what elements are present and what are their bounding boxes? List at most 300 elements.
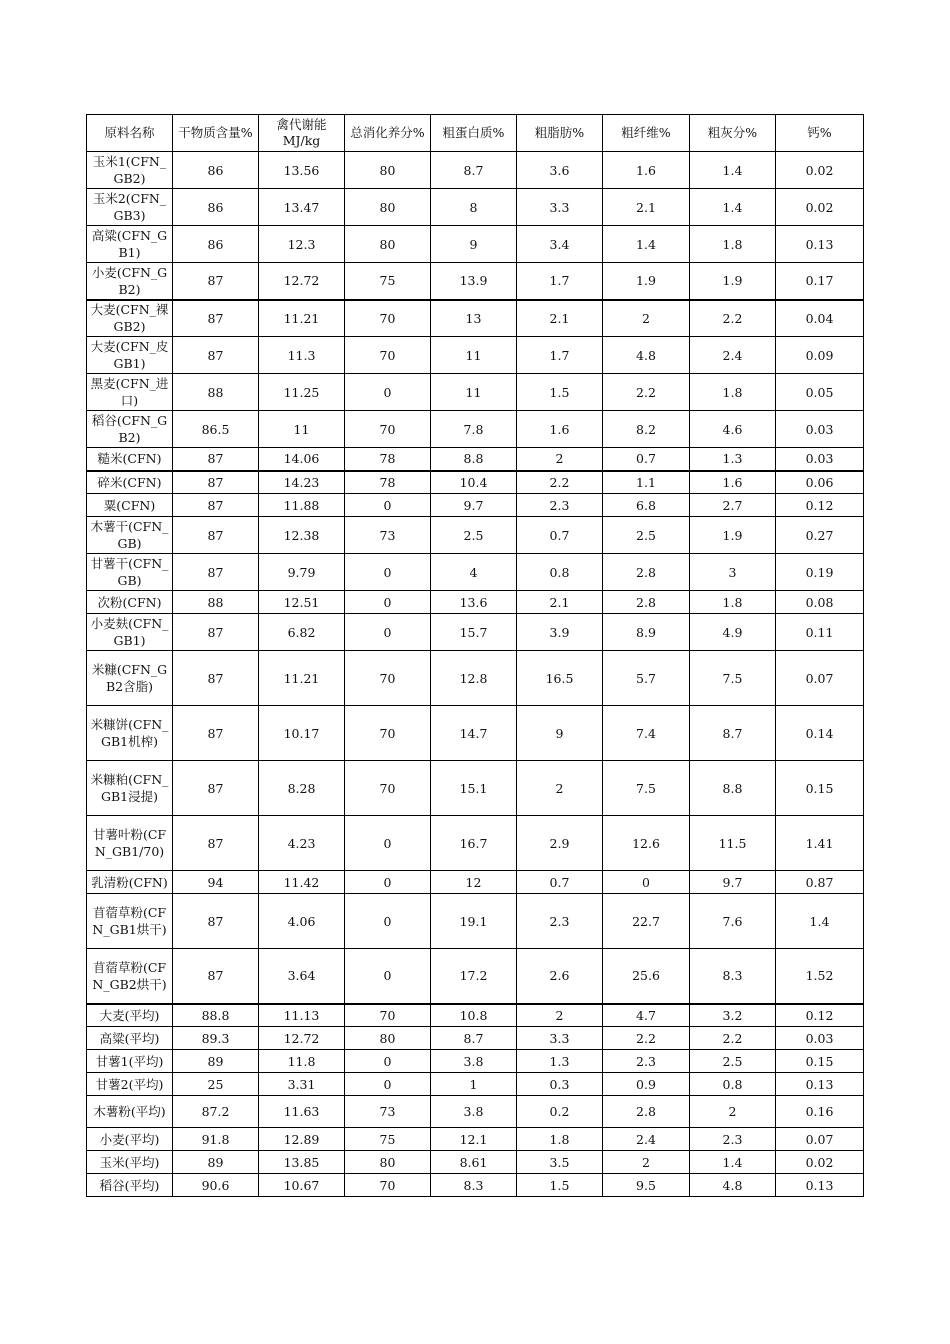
header-dry-matter: 干物质含量% bbox=[173, 115, 259, 152]
cell-dry-matter: 86 bbox=[173, 189, 259, 226]
cell-tdn: 0 bbox=[345, 374, 431, 411]
cell-crude-fiber: 2 bbox=[603, 300, 690, 337]
cell-dry-matter: 90.6 bbox=[173, 1174, 259, 1197]
cell-calcium: 0.03 bbox=[776, 411, 864, 448]
cell-tdn: 73 bbox=[345, 517, 431, 554]
cell-dry-matter: 87 bbox=[173, 471, 259, 494]
cell-poultry-me: 4.06 bbox=[259, 894, 345, 949]
cell-crude-fat: 1.3 bbox=[517, 1050, 603, 1073]
cell-tdn: 70 bbox=[345, 300, 431, 337]
cell-crude-fiber: 2.3 bbox=[603, 1050, 690, 1073]
cell-crude-protein: 17.2 bbox=[431, 949, 517, 1004]
cell-calcium: 0.06 bbox=[776, 471, 864, 494]
cell-name: 乳清粉(CFN) bbox=[87, 871, 173, 894]
cell-dry-matter: 87 bbox=[173, 517, 259, 554]
cell-tdn: 0 bbox=[345, 1050, 431, 1073]
header-name: 原料名称 bbox=[87, 115, 173, 152]
table-row bbox=[87, 189, 864, 226]
cell-crude-fat: 16.5 bbox=[517, 651, 603, 706]
cell-poultry-me: 9.79 bbox=[259, 554, 345, 591]
cell-crude-ash: 2.2 bbox=[690, 300, 776, 337]
cell-crude-protein: 4 bbox=[431, 554, 517, 591]
cell-crude-fat: 3.6 bbox=[517, 152, 603, 189]
cell-poultry-me: 11.88 bbox=[259, 494, 345, 517]
cell-tdn: 0 bbox=[345, 949, 431, 1004]
cell-crude-ash: 8.8 bbox=[690, 761, 776, 816]
cell-name: 甘薯叶粉(CFN_GB1/70) bbox=[87, 816, 173, 871]
cell-calcium: 0.13 bbox=[776, 1174, 864, 1197]
cell-crude-fiber: 2.8 bbox=[603, 1096, 690, 1128]
cell-tdn: 0 bbox=[345, 494, 431, 517]
cell-calcium: 0.09 bbox=[776, 337, 864, 374]
cell-dry-matter: 89 bbox=[173, 1151, 259, 1174]
cell-calcium: 0.07 bbox=[776, 651, 864, 706]
cell-crude-fat: 3.3 bbox=[517, 189, 603, 226]
cell-crude-ash: 1.8 bbox=[690, 374, 776, 411]
cell-crude-ash: 9.7 bbox=[690, 871, 776, 894]
cell-name: 苜蓿草粉(CFN_GB1烘干) bbox=[87, 894, 173, 949]
cell-name: 米糠粕(CFN_GB1浸提) bbox=[87, 761, 173, 816]
cell-name: 高粱(CFN_GB1) bbox=[87, 226, 173, 263]
cell-crude-fiber: 2.5 bbox=[603, 517, 690, 554]
cell-poultry-me: 12.72 bbox=[259, 263, 345, 300]
cell-name: 甘薯干(CFN_GB) bbox=[87, 554, 173, 591]
cell-calcium: 0.04 bbox=[776, 300, 864, 337]
cell-dry-matter: 87 bbox=[173, 448, 259, 471]
cell-crude-protein: 8.7 bbox=[431, 1027, 517, 1050]
cell-poultry-me: 11.63 bbox=[259, 1096, 345, 1128]
cell-dry-matter: 87 bbox=[173, 894, 259, 949]
cell-poultry-me: 11.3 bbox=[259, 337, 345, 374]
cell-name: 黑麦(CFN_进口) bbox=[87, 374, 173, 411]
cell-dry-matter: 87 bbox=[173, 706, 259, 761]
cell-tdn: 70 bbox=[345, 651, 431, 706]
cell-name: 大麦(CFN_皮GB1) bbox=[87, 337, 173, 374]
cell-crude-ash: 1.8 bbox=[690, 591, 776, 614]
cell-crude-fat: 1.5 bbox=[517, 1174, 603, 1197]
cell-crude-fiber: 1.4 bbox=[603, 226, 690, 263]
cell-poultry-me: 10.17 bbox=[259, 706, 345, 761]
cell-dry-matter: 87 bbox=[173, 337, 259, 374]
cell-poultry-me: 6.82 bbox=[259, 614, 345, 651]
cell-dry-matter: 87 bbox=[173, 651, 259, 706]
cell-poultry-me: 14.06 bbox=[259, 448, 345, 471]
cell-crude-fat: 3.4 bbox=[517, 226, 603, 263]
cell-name: 米糠(CFN_GB2含脂) bbox=[87, 651, 173, 706]
table-row bbox=[87, 1050, 864, 1073]
header-crude-protein: 粗蛋白质% bbox=[431, 115, 517, 152]
cell-name: 次粉(CFN) bbox=[87, 591, 173, 614]
cell-tdn: 0 bbox=[345, 591, 431, 614]
cell-crude-protein: 14.7 bbox=[431, 706, 517, 761]
cell-tdn: 80 bbox=[345, 1151, 431, 1174]
header-tdn: 总消化养分% bbox=[345, 115, 431, 152]
cell-crude-fat: 1.5 bbox=[517, 374, 603, 411]
cell-crude-ash: 1.6 bbox=[690, 471, 776, 494]
table-row bbox=[87, 337, 864, 374]
cell-dry-matter: 87 bbox=[173, 816, 259, 871]
cell-poultry-me: 11.13 bbox=[259, 1004, 345, 1027]
cell-poultry-me: 12.89 bbox=[259, 1128, 345, 1151]
cell-crude-fiber: 1.9 bbox=[603, 263, 690, 300]
cell-crude-ash: 7.5 bbox=[690, 651, 776, 706]
cell-crude-protein: 19.1 bbox=[431, 894, 517, 949]
cell-crude-fiber: 7.4 bbox=[603, 706, 690, 761]
cell-crude-fat: 9 bbox=[517, 706, 603, 761]
cell-name: 米糠饼(CFN_GB1机榨) bbox=[87, 706, 173, 761]
cell-crude-fiber: 0.7 bbox=[603, 448, 690, 471]
cell-calcium: 1.4 bbox=[776, 894, 864, 949]
table-row bbox=[87, 554, 864, 591]
cell-crude-fat: 0.2 bbox=[517, 1096, 603, 1128]
cell-tdn: 75 bbox=[345, 1128, 431, 1151]
cell-dry-matter: 88 bbox=[173, 374, 259, 411]
cell-crude-protein: 8.3 bbox=[431, 1174, 517, 1197]
cell-crude-fat: 0.7 bbox=[517, 871, 603, 894]
cell-calcium: 0.02 bbox=[776, 189, 864, 226]
table-row bbox=[87, 894, 864, 949]
cell-crude-protein: 11 bbox=[431, 337, 517, 374]
cell-name: 碎米(CFN) bbox=[87, 471, 173, 494]
cell-crude-fat: 0.8 bbox=[517, 554, 603, 591]
cell-crude-fat: 2.1 bbox=[517, 591, 603, 614]
cell-dry-matter: 87 bbox=[173, 494, 259, 517]
cell-tdn: 70 bbox=[345, 1004, 431, 1027]
table-row bbox=[87, 411, 864, 448]
cell-crude-ash: 0.8 bbox=[690, 1073, 776, 1096]
cell-name: 稻谷(CFN_GB2) bbox=[87, 411, 173, 448]
cell-crude-protein: 2.5 bbox=[431, 517, 517, 554]
cell-crude-fat: 1.8 bbox=[517, 1128, 603, 1151]
table-row bbox=[87, 494, 864, 517]
cell-crude-fat: 1.6 bbox=[517, 411, 603, 448]
cell-crude-fat: 2 bbox=[517, 1004, 603, 1027]
cell-poultry-me: 4.23 bbox=[259, 816, 345, 871]
cell-crude-fat: 2.9 bbox=[517, 816, 603, 871]
cell-name: 木薯干(CFN_GB) bbox=[87, 517, 173, 554]
cell-crude-fat: 3.5 bbox=[517, 1151, 603, 1174]
cell-crude-fiber: 2.4 bbox=[603, 1128, 690, 1151]
cell-crude-fat: 1.7 bbox=[517, 337, 603, 374]
cell-tdn: 0 bbox=[345, 614, 431, 651]
cell-calcium: 0.07 bbox=[776, 1128, 864, 1151]
table-row bbox=[87, 471, 864, 494]
cell-poultry-me: 10.67 bbox=[259, 1174, 345, 1197]
cell-poultry-me: 13.85 bbox=[259, 1151, 345, 1174]
cell-crude-fiber: 9.5 bbox=[603, 1174, 690, 1197]
cell-crude-fiber: 0 bbox=[603, 871, 690, 894]
cell-crude-protein: 8.8 bbox=[431, 448, 517, 471]
cell-name: 大麦(CFN_裸GB2) bbox=[87, 300, 173, 337]
cell-crude-fat: 2.3 bbox=[517, 894, 603, 949]
cell-tdn: 70 bbox=[345, 1174, 431, 1197]
cell-crude-protein: 16.7 bbox=[431, 816, 517, 871]
cell-crude-ash: 1.8 bbox=[690, 226, 776, 263]
cell-crude-protein: 12.8 bbox=[431, 651, 517, 706]
cell-crude-protein: 9 bbox=[431, 226, 517, 263]
header-crude-fiber: 粗纤维% bbox=[603, 115, 690, 152]
cell-calcium: 0.02 bbox=[776, 1151, 864, 1174]
cell-tdn: 0 bbox=[345, 894, 431, 949]
cell-crude-protein: 12 bbox=[431, 871, 517, 894]
cell-calcium: 0.11 bbox=[776, 614, 864, 651]
cell-poultry-me: 13.47 bbox=[259, 189, 345, 226]
cell-poultry-me: 13.56 bbox=[259, 152, 345, 189]
cell-crude-ash: 4.6 bbox=[690, 411, 776, 448]
cell-name: 小麦(CFN_GB2) bbox=[87, 263, 173, 300]
cell-poultry-me: 11.25 bbox=[259, 374, 345, 411]
cell-name: 小麦(平均) bbox=[87, 1128, 173, 1151]
table-row bbox=[87, 1151, 864, 1174]
cell-dry-matter: 87 bbox=[173, 949, 259, 1004]
cell-dry-matter: 86 bbox=[173, 152, 259, 189]
cell-name: 玉米(平均) bbox=[87, 1151, 173, 1174]
cell-crude-protein: 8.7 bbox=[431, 152, 517, 189]
table-row bbox=[87, 1027, 864, 1050]
cell-calcium: 0.03 bbox=[776, 448, 864, 471]
cell-crude-fiber: 1.6 bbox=[603, 152, 690, 189]
cell-tdn: 0 bbox=[345, 871, 431, 894]
cell-name: 小麦麸(CFN_GB1) bbox=[87, 614, 173, 651]
cell-name: 大麦(平均) bbox=[87, 1004, 173, 1027]
cell-dry-matter: 87.2 bbox=[173, 1096, 259, 1128]
header-crude-ash: 粗灰分% bbox=[690, 115, 776, 152]
cell-calcium: 0.14 bbox=[776, 706, 864, 761]
table-row bbox=[87, 591, 864, 614]
cell-calcium: 0.27 bbox=[776, 517, 864, 554]
cell-crude-fiber: 4.7 bbox=[603, 1004, 690, 1027]
cell-crude-ash: 7.6 bbox=[690, 894, 776, 949]
cell-poultry-me: 14.23 bbox=[259, 471, 345, 494]
cell-poultry-me: 12.38 bbox=[259, 517, 345, 554]
cell-crude-fiber: 4.8 bbox=[603, 337, 690, 374]
cell-calcium: 0.12 bbox=[776, 1004, 864, 1027]
cell-tdn: 70 bbox=[345, 411, 431, 448]
cell-dry-matter: 25 bbox=[173, 1073, 259, 1096]
cell-calcium: 0.02 bbox=[776, 152, 864, 189]
table-row bbox=[87, 761, 864, 816]
cell-name: 苜蓿草粉(CFN_GB2烘干) bbox=[87, 949, 173, 1004]
cell-crude-protein: 15.1 bbox=[431, 761, 517, 816]
cell-crude-fiber: 25.6 bbox=[603, 949, 690, 1004]
cell-poultry-me: 3.31 bbox=[259, 1073, 345, 1096]
table-row bbox=[87, 651, 864, 706]
table-row bbox=[87, 517, 864, 554]
cell-calcium: 0.08 bbox=[776, 591, 864, 614]
cell-crude-protein: 13.6 bbox=[431, 591, 517, 614]
cell-crude-ash: 3.2 bbox=[690, 1004, 776, 1027]
table-row bbox=[87, 374, 864, 411]
cell-crude-fiber: 0.9 bbox=[603, 1073, 690, 1096]
header-calcium: 钙% bbox=[776, 115, 864, 152]
cell-crude-fiber: 5.7 bbox=[603, 651, 690, 706]
cell-crude-ash: 11.5 bbox=[690, 816, 776, 871]
cell-calcium: 0.15 bbox=[776, 761, 864, 816]
cell-crude-protein: 13 bbox=[431, 300, 517, 337]
cell-crude-ash: 2 bbox=[690, 1096, 776, 1128]
table-row bbox=[87, 1128, 864, 1151]
cell-crude-ash: 1.4 bbox=[690, 189, 776, 226]
cell-crude-ash: 3 bbox=[690, 554, 776, 591]
cell-dry-matter: 87 bbox=[173, 263, 259, 300]
cell-crude-protein: 12.1 bbox=[431, 1128, 517, 1151]
table-row bbox=[87, 871, 864, 894]
cell-poultry-me: 8.28 bbox=[259, 761, 345, 816]
cell-calcium: 0.13 bbox=[776, 1073, 864, 1096]
cell-crude-fat: 3.3 bbox=[517, 1027, 603, 1050]
cell-tdn: 80 bbox=[345, 189, 431, 226]
cell-crude-fiber: 8.2 bbox=[603, 411, 690, 448]
cell-dry-matter: 87 bbox=[173, 761, 259, 816]
table-row bbox=[87, 706, 864, 761]
cell-crude-fat: 2.2 bbox=[517, 471, 603, 494]
cell-crude-protein: 15.7 bbox=[431, 614, 517, 651]
table-row bbox=[87, 152, 864, 189]
cell-tdn: 80 bbox=[345, 1027, 431, 1050]
cell-calcium: 0.13 bbox=[776, 226, 864, 263]
cell-crude-ash: 1.4 bbox=[690, 152, 776, 189]
cell-calcium: 0.12 bbox=[776, 494, 864, 517]
cell-crude-ash: 2.2 bbox=[690, 1027, 776, 1050]
cell-tdn: 70 bbox=[345, 706, 431, 761]
cell-crude-fiber: 12.6 bbox=[603, 816, 690, 871]
cell-crude-fiber: 2.2 bbox=[603, 1027, 690, 1050]
cell-crude-fat: 3.9 bbox=[517, 614, 603, 651]
cell-crude-ash: 8.3 bbox=[690, 949, 776, 1004]
cell-dry-matter: 87 bbox=[173, 614, 259, 651]
table-row bbox=[87, 300, 864, 337]
cell-crude-fiber: 2.2 bbox=[603, 374, 690, 411]
header-poultry-me: 禽代谢能MJ/kg bbox=[259, 115, 345, 152]
cell-crude-ash: 1.9 bbox=[690, 517, 776, 554]
cell-poultry-me: 3.64 bbox=[259, 949, 345, 1004]
cell-crude-protein: 10.8 bbox=[431, 1004, 517, 1027]
cell-name: 甘薯1(平均) bbox=[87, 1050, 173, 1073]
cell-crude-fiber: 2.1 bbox=[603, 189, 690, 226]
cell-crude-protein: 7.8 bbox=[431, 411, 517, 448]
cell-poultry-me: 11 bbox=[259, 411, 345, 448]
cell-crude-fat: 2 bbox=[517, 761, 603, 816]
cell-tdn: 70 bbox=[345, 761, 431, 816]
cell-dry-matter: 91.8 bbox=[173, 1128, 259, 1151]
cell-crude-fat: 0.7 bbox=[517, 517, 603, 554]
table-row bbox=[87, 263, 864, 300]
cell-tdn: 80 bbox=[345, 152, 431, 189]
cell-dry-matter: 88.8 bbox=[173, 1004, 259, 1027]
cell-crude-fiber: 2.8 bbox=[603, 591, 690, 614]
cell-tdn: 73 bbox=[345, 1096, 431, 1128]
cell-crude-protein: 13.9 bbox=[431, 263, 517, 300]
cell-poultry-me: 11.42 bbox=[259, 871, 345, 894]
cell-crude-fat: 0.3 bbox=[517, 1073, 603, 1096]
cell-crude-ash: 2.7 bbox=[690, 494, 776, 517]
cell-poultry-me: 11.21 bbox=[259, 651, 345, 706]
cell-name: 木薯粉(平均) bbox=[87, 1096, 173, 1128]
table-row bbox=[87, 614, 864, 651]
cell-tdn: 0 bbox=[345, 1073, 431, 1096]
data-table-container bbox=[86, 114, 864, 1197]
cell-crude-fat: 2.3 bbox=[517, 494, 603, 517]
header-row bbox=[87, 115, 864, 152]
cell-crude-fiber: 22.7 bbox=[603, 894, 690, 949]
cell-crude-ash: 2.5 bbox=[690, 1050, 776, 1073]
cell-dry-matter: 87 bbox=[173, 300, 259, 337]
cell-crude-ash: 4.8 bbox=[690, 1174, 776, 1197]
cell-calcium: 0.03 bbox=[776, 1027, 864, 1050]
cell-poultry-me: 12.72 bbox=[259, 1027, 345, 1050]
cell-crude-ash: 2.3 bbox=[690, 1128, 776, 1151]
cell-crude-ash: 1.4 bbox=[690, 1151, 776, 1174]
cell-crude-fat: 1.7 bbox=[517, 263, 603, 300]
cell-crude-ash: 1.9 bbox=[690, 263, 776, 300]
table-row bbox=[87, 1096, 864, 1128]
cell-crude-protein: 1 bbox=[431, 1073, 517, 1096]
cell-crude-fiber: 6.8 bbox=[603, 494, 690, 517]
cell-crude-fat: 2.1 bbox=[517, 300, 603, 337]
cell-crude-ash: 4.9 bbox=[690, 614, 776, 651]
feed-composition-table bbox=[86, 114, 864, 1197]
cell-dry-matter: 94 bbox=[173, 871, 259, 894]
cell-calcium: 0.17 bbox=[776, 263, 864, 300]
cell-tdn: 0 bbox=[345, 554, 431, 591]
table-body bbox=[87, 152, 864, 1197]
cell-crude-fiber: 7.5 bbox=[603, 761, 690, 816]
cell-crude-ash: 1.3 bbox=[690, 448, 776, 471]
cell-name: 糙米(CFN) bbox=[87, 448, 173, 471]
cell-calcium: 1.52 bbox=[776, 949, 864, 1004]
cell-crude-fiber: 2.8 bbox=[603, 554, 690, 591]
cell-calcium: 0.15 bbox=[776, 1050, 864, 1073]
cell-name: 粟(CFN) bbox=[87, 494, 173, 517]
cell-dry-matter: 87 bbox=[173, 554, 259, 591]
cell-calcium: 1.41 bbox=[776, 816, 864, 871]
cell-dry-matter: 86 bbox=[173, 226, 259, 263]
cell-calcium: 0.16 bbox=[776, 1096, 864, 1128]
table-row bbox=[87, 1073, 864, 1096]
cell-crude-fiber: 8.9 bbox=[603, 614, 690, 651]
cell-calcium: 0.05 bbox=[776, 374, 864, 411]
cell-name: 高粱(平均) bbox=[87, 1027, 173, 1050]
cell-crude-protein: 9.7 bbox=[431, 494, 517, 517]
table-row bbox=[87, 1004, 864, 1027]
cell-dry-matter: 86.5 bbox=[173, 411, 259, 448]
cell-crude-ash: 2.4 bbox=[690, 337, 776, 374]
cell-name: 甘薯2(平均) bbox=[87, 1073, 173, 1096]
cell-poultry-me: 11.21 bbox=[259, 300, 345, 337]
cell-calcium: 0.19 bbox=[776, 554, 864, 591]
cell-tdn: 70 bbox=[345, 337, 431, 374]
cell-crude-fat: 2.6 bbox=[517, 949, 603, 1004]
cell-crude-protein: 11 bbox=[431, 374, 517, 411]
table-row bbox=[87, 816, 864, 871]
cell-poultry-me: 12.3 bbox=[259, 226, 345, 263]
table-row bbox=[87, 448, 864, 471]
header-crude-fat: 粗脂肪% bbox=[517, 115, 603, 152]
cell-crude-protein: 3.8 bbox=[431, 1096, 517, 1128]
cell-poultry-me: 11.8 bbox=[259, 1050, 345, 1073]
cell-poultry-me: 12.51 bbox=[259, 591, 345, 614]
cell-dry-matter: 89 bbox=[173, 1050, 259, 1073]
cell-crude-protein: 3.8 bbox=[431, 1050, 517, 1073]
cell-tdn: 78 bbox=[345, 448, 431, 471]
cell-crude-protein: 10.4 bbox=[431, 471, 517, 494]
table-row bbox=[87, 949, 864, 1004]
cell-crude-fiber: 2 bbox=[603, 1151, 690, 1174]
cell-crude-fiber: 1.1 bbox=[603, 471, 690, 494]
cell-name: 稻谷(平均) bbox=[87, 1174, 173, 1197]
cell-dry-matter: 88 bbox=[173, 591, 259, 614]
cell-name: 玉米2(CFN_GB3) bbox=[87, 189, 173, 226]
